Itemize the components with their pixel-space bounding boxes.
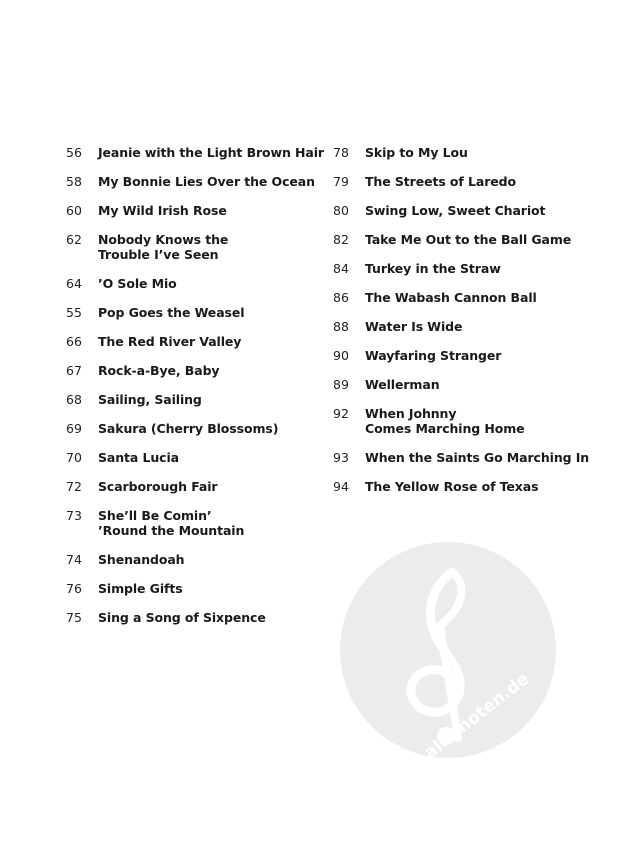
toc-entry[interactable] [66, 276, 336, 291]
toc-title: Wayfaring Stranger [365, 348, 502, 363]
toc-title: Water Is Wide [365, 319, 463, 334]
toc-page-number: 86 [333, 290, 349, 305]
toc-entry[interactable] [333, 450, 633, 465]
toc-entry[interactable] [66, 392, 336, 407]
watermark-logo [340, 542, 556, 758]
toc-entry[interactable] [333, 261, 633, 276]
toc-title: Simple Gifts [98, 581, 183, 596]
toc-entry[interactable] [333, 377, 633, 392]
watermark-text: alle-noten.de [420, 668, 534, 758]
toc-page-number: 88 [333, 319, 349, 334]
toc-title: Pop Goes the Weasel [98, 305, 245, 320]
toc-page-number: 66 [66, 334, 82, 349]
toc-page-number: 75 [66, 610, 82, 625]
toc-title: My Bonnie Lies Over the Ocean [98, 174, 315, 189]
toc-title: Wellerman [365, 377, 440, 392]
toc-column-left [66, 145, 336, 639]
toc-page-number: 79 [333, 174, 349, 189]
toc-page-number: 80 [333, 203, 349, 218]
toc-page-number: 89 [333, 377, 349, 392]
toc-title: Sailing, Sailing [98, 392, 202, 407]
toc-page-number: 76 [66, 581, 82, 596]
toc-entry[interactable] [66, 421, 336, 436]
toc-title: When Johnny Comes Marching Home [365, 406, 525, 436]
toc-title: Take Me Out to the Ball Game [365, 232, 572, 247]
toc-page-number: 70 [66, 450, 82, 465]
toc-page-number: 72 [66, 479, 82, 494]
toc-title: Rock-a-Bye, Baby [98, 363, 220, 378]
toc-entry[interactable] [66, 479, 336, 494]
toc-title: Nobody Knows the Trouble I’ve Seen [98, 232, 229, 262]
toc-page-number: 94 [333, 479, 349, 494]
toc-title: ’O Sole Mio [98, 276, 177, 291]
toc-page-number: 93 [333, 450, 349, 465]
toc-entry[interactable] [66, 334, 336, 349]
toc-page-number: 60 [66, 203, 82, 218]
toc-entry[interactable] [66, 450, 336, 465]
toc-page-number: 90 [333, 348, 349, 363]
toc-page-number: 82 [333, 232, 349, 247]
toc-page-number: 64 [66, 276, 82, 291]
toc-title: Sakura (Cherry Blossoms) [98, 421, 279, 436]
toc-entry[interactable] [66, 363, 336, 378]
toc-entry[interactable] [66, 552, 336, 567]
toc-entry[interactable] [333, 348, 633, 363]
toc-page-number: 55 [66, 305, 82, 320]
toc-entry[interactable] [333, 290, 633, 305]
toc-page-number: 78 [333, 145, 349, 160]
toc-title: The Red River Valley [98, 334, 242, 349]
toc-title: Skip to My Lou [365, 145, 468, 160]
toc-title: Santa Lucia [98, 450, 179, 465]
toc-entry[interactable] [333, 232, 633, 247]
toc-title: Shenandoah [98, 552, 185, 567]
toc-title: The Wabash Cannon Ball [365, 290, 537, 305]
toc-entry[interactable] [66, 508, 336, 538]
toc-title: She’ll Be Comin’ ’Round the Mountain [98, 508, 245, 538]
toc-entry[interactable] [66, 581, 336, 596]
toc-page-number: 68 [66, 392, 82, 407]
toc-entry[interactable] [66, 174, 336, 189]
toc-page-number: 69 [66, 421, 82, 436]
toc-page-number: 73 [66, 508, 82, 523]
toc-page-number: 74 [66, 552, 82, 567]
toc-title: Sing a Song of Sixpence [98, 610, 266, 625]
toc-title: Swing Low, Sweet Chariot [365, 203, 546, 218]
toc-title: Scarborough Fair [98, 479, 218, 494]
toc-entry[interactable] [333, 479, 633, 494]
toc-page-number: 58 [66, 174, 82, 189]
toc-entry[interactable] [333, 319, 633, 334]
toc-entry[interactable] [66, 305, 336, 320]
toc-entry[interactable] [333, 145, 633, 160]
toc-title: The Yellow Rose of Texas [365, 479, 539, 494]
toc-title: My Wild Irish Rose [98, 203, 227, 218]
toc-page-number: 84 [333, 261, 349, 276]
toc-title: Turkey in the Straw [365, 261, 501, 276]
treble-clef-icon [340, 542, 556, 758]
toc-column-right [333, 145, 633, 508]
toc-entry[interactable] [66, 232, 336, 262]
toc-entry[interactable] [66, 145, 336, 160]
toc-entry[interactable] [333, 174, 633, 189]
toc-title: When the Saints Go Marching In [365, 450, 590, 465]
toc-entry[interactable] [66, 610, 336, 625]
toc-page-number: 67 [66, 363, 82, 378]
toc-title: Jeanie with the Light Brown Hair [98, 145, 324, 160]
toc-page-number: 62 [66, 232, 82, 247]
toc-page-number: 92 [333, 406, 349, 421]
toc-entry[interactable] [333, 203, 633, 218]
toc-entry[interactable] [333, 406, 633, 436]
toc-page-number: 56 [66, 145, 82, 160]
toc-entry[interactable] [66, 203, 336, 218]
toc-title: The Streets of Laredo [365, 174, 516, 189]
